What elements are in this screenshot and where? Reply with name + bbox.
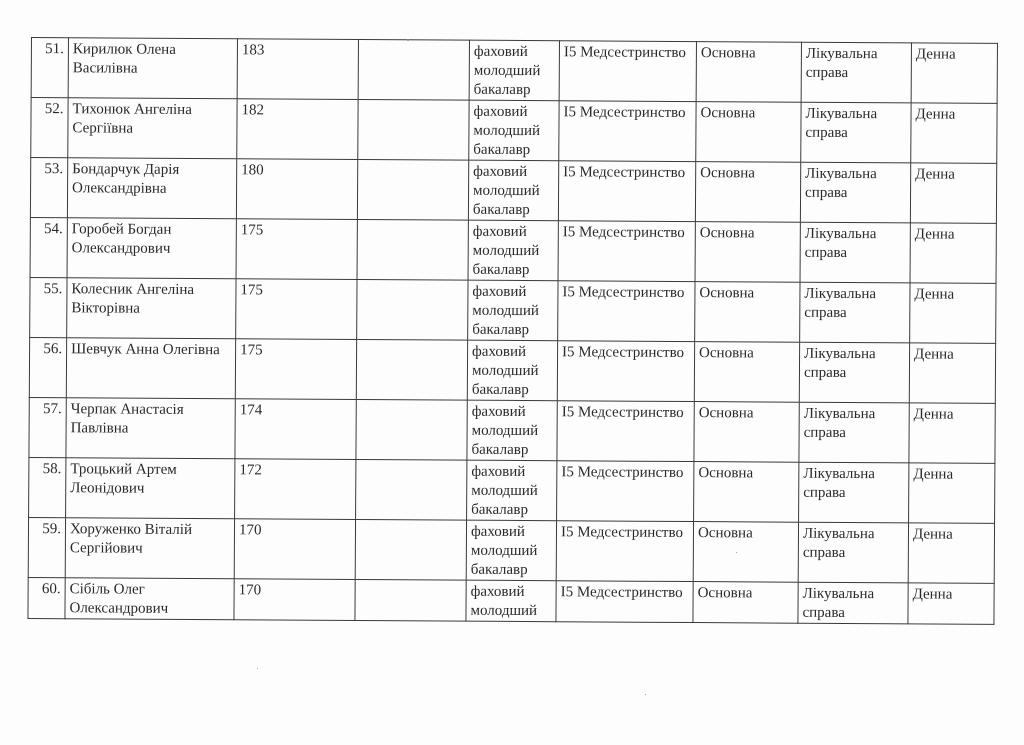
specialty-cell: I5 Медсестринство bbox=[559, 101, 696, 162]
funding-type-cell: Основна bbox=[695, 222, 800, 283]
applicant-name-cell: Шевчук Анна Олегівна bbox=[66, 338, 235, 399]
funding-type-cell: Основна bbox=[695, 282, 800, 343]
applicant-name-cell: Тихонюк Ангеліна Сергіївна bbox=[68, 98, 237, 159]
department-cell: Лікувальна справа bbox=[801, 102, 911, 163]
study-form-cell: Денна bbox=[910, 163, 996, 224]
competitive-score-cell: 183 bbox=[237, 39, 358, 100]
applicants-table bbox=[27, 37, 998, 625]
funding-type-cell: Основна bbox=[696, 42, 801, 103]
degree-level-cell: фаховий молодший бакалавр bbox=[468, 160, 558, 221]
degree-level-cell: фаховий молодший bbox=[466, 580, 556, 622]
competitive-score-cell: 180 bbox=[236, 159, 357, 220]
department-cell: Лікувальна справа bbox=[799, 462, 909, 523]
department-cell: Лікувальна справа bbox=[798, 582, 908, 624]
competitive-score-cell: 170 bbox=[234, 579, 355, 621]
degree-level-cell: фаховий молодший бакалавр bbox=[467, 460, 557, 521]
scan-speck bbox=[736, 552, 737, 553]
study-form-cell: Денна bbox=[909, 343, 995, 404]
table-row bbox=[29, 337, 995, 403]
competitive-score-cell: 175 bbox=[236, 279, 357, 340]
competitive-score-cell: 175 bbox=[236, 219, 357, 280]
degree-level-cell: фаховий молодший бакалавр bbox=[468, 280, 558, 341]
scan-speck bbox=[407, 39, 409, 41]
funding-type-cell: Основна bbox=[696, 102, 801, 163]
table-row bbox=[30, 217, 996, 283]
row-number-cell: 51. bbox=[31, 38, 68, 98]
funding-type-cell: Основна bbox=[694, 402, 799, 463]
study-form-cell: Денна bbox=[911, 103, 997, 164]
applicant-name-cell: Троцький Артем Леонідович bbox=[66, 458, 235, 519]
empty-cell-cell bbox=[356, 459, 467, 520]
funding-type-cell: Основна bbox=[693, 522, 798, 583]
empty-cell-cell bbox=[358, 99, 469, 160]
row-number-cell: 55. bbox=[30, 277, 67, 337]
empty-cell-cell bbox=[356, 339, 467, 400]
table-row bbox=[28, 517, 994, 583]
specialty-cell: I5 Медсестринство bbox=[558, 281, 695, 342]
study-form-cell: Денна bbox=[910, 283, 996, 344]
department-cell: Лікувальна справа bbox=[800, 222, 910, 283]
row-number-cell: 59. bbox=[28, 517, 65, 577]
row-number-cell: 52. bbox=[31, 98, 68, 158]
empty-cell-cell bbox=[358, 40, 469, 101]
table-row bbox=[28, 577, 994, 624]
specialty-cell: I5 Медсестринство bbox=[556, 581, 693, 623]
department-cell: Лікувальна справа bbox=[800, 282, 910, 343]
applicant-name-cell: Черпак Анастасія Павлівна bbox=[66, 398, 235, 459]
funding-type-cell: Основна bbox=[694, 342, 799, 403]
specialty-cell: I5 Медсестринство bbox=[557, 401, 694, 462]
study-form-cell: Денна bbox=[909, 403, 995, 464]
empty-cell-cell bbox=[357, 279, 468, 340]
empty-cell-cell bbox=[357, 219, 468, 280]
department-cell: Лікувальна справа bbox=[799, 402, 909, 463]
degree-level-cell: фаховий молодший бакалавр bbox=[467, 340, 557, 401]
funding-type-cell: Основна bbox=[694, 462, 799, 523]
row-number-cell: 53. bbox=[30, 158, 67, 218]
degree-level-cell: фаховий молодший бакалавр bbox=[468, 220, 558, 281]
table-body bbox=[28, 38, 998, 625]
row-number-cell: 60. bbox=[28, 577, 65, 618]
applicant-name-cell: Горобей Богдан Олександрович bbox=[67, 218, 236, 279]
applicant-name-cell: Бондарчук Дарія Олександрівна bbox=[67, 158, 236, 219]
empty-cell-cell bbox=[355, 519, 466, 580]
table-row bbox=[31, 98, 997, 164]
competitive-score-cell: 172 bbox=[235, 459, 356, 520]
table-row bbox=[30, 277, 996, 343]
specialty-cell: I5 Медсестринство bbox=[557, 341, 694, 402]
scan-speck bbox=[645, 694, 646, 695]
specialty-cell: I5 Медсестринство bbox=[559, 41, 696, 102]
degree-level-cell: фаховий молодший бакалавр bbox=[466, 520, 556, 581]
funding-type-cell: Основна bbox=[693, 582, 798, 624]
study-form-cell: Денна bbox=[908, 583, 994, 625]
study-form-cell: Денна bbox=[909, 463, 995, 524]
competitive-score-cell: 174 bbox=[235, 399, 356, 460]
empty-cell-cell bbox=[355, 579, 466, 621]
competitive-score-cell: 170 bbox=[234, 519, 355, 580]
table-row bbox=[29, 397, 995, 463]
competitive-score-cell: 182 bbox=[237, 99, 358, 160]
specialty-cell: I5 Медсестринство bbox=[556, 521, 693, 582]
table-row bbox=[29, 457, 995, 523]
applicant-name-cell: Сібіль Олег Олександрович bbox=[65, 578, 234, 620]
empty-cell-cell bbox=[357, 159, 468, 220]
applicant-name-cell: Хоруженко Віталій Сергійович bbox=[65, 518, 234, 579]
row-number-cell: 56. bbox=[29, 337, 66, 397]
empty-cell-cell bbox=[356, 399, 467, 460]
degree-level-cell: фаховий молодший бакалавр bbox=[469, 100, 559, 161]
department-cell: Лікувальна справа bbox=[800, 162, 910, 223]
competitive-score-cell: 175 bbox=[235, 339, 356, 400]
row-number-cell: 54. bbox=[30, 217, 67, 277]
specialty-cell: I5 Медсестринство bbox=[557, 461, 694, 522]
scan-speck bbox=[257, 668, 258, 669]
row-number-cell: 57. bbox=[29, 397, 66, 457]
table-row bbox=[30, 158, 996, 224]
specialty-cell: I5 Медсестринство bbox=[558, 161, 695, 222]
applicant-name-cell: Кирилюк Олена Василівна bbox=[68, 38, 237, 99]
row-number-cell: 58. bbox=[29, 457, 66, 517]
funding-type-cell: Основна bbox=[695, 162, 800, 223]
specialty-cell: I5 Медсестринство bbox=[558, 221, 695, 282]
degree-level-cell: фаховий молодший бакалавр bbox=[469, 40, 559, 101]
study-form-cell: Денна bbox=[910, 223, 996, 284]
applicant-name-cell: Колесник Ангеліна Вікторівна bbox=[67, 278, 236, 339]
study-form-cell: Денна bbox=[911, 43, 997, 104]
department-cell: Лікувальна справа bbox=[801, 42, 911, 103]
degree-level-cell: фаховий молодший бакалавр bbox=[467, 400, 557, 461]
study-form-cell: Денна bbox=[908, 523, 994, 584]
table-row bbox=[31, 38, 997, 104]
department-cell: Лікувальна справа bbox=[798, 522, 908, 583]
department-cell: Лікувальна справа bbox=[799, 342, 909, 403]
